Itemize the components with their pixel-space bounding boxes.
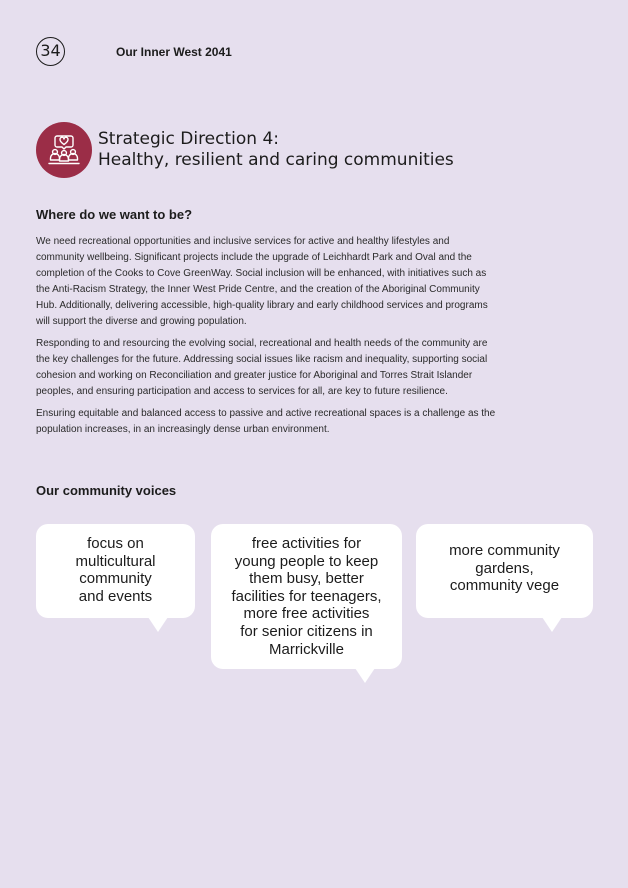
- body-text: [36, 234, 496, 444]
- quote-text: [449, 542, 560, 595]
- strategic-direction-number: Strategic Direction 4:: [98, 129, 279, 149]
- quote-text: [231, 535, 381, 658]
- quote-line: focus on: [87, 535, 144, 552]
- speech-bubble: [211, 524, 402, 669]
- community-people-heart-icon: [36, 122, 92, 178]
- quote-line: them busy, better: [249, 570, 364, 588]
- quote-line: young people to keep: [234, 552, 379, 570]
- speech-bubble: [36, 524, 195, 618]
- document-title: Our Inner West 2041: [116, 45, 232, 59]
- quote-text: [75, 535, 155, 605]
- quote-line: multicultural: [75, 552, 156, 570]
- paragraph: We need recreational opportunities and inclusive services for active and healthy lifestyles and community wellbeing. Significant projects include the upgrade of Leichhardt Park and Oval and the completion of the Cooks to Cove GreenWay. Social inclusion will be enhanced, with initiatives such as the Anti-Racism Strategy, the Inner West Pride Centre, and the creation of the Aboriginal Community Hub. Additionally, delivering accessible, high-quality library and early childhood services and programs will support the diverse and growing population.: [36, 236, 488, 327]
- quote-line: more community: [449, 542, 560, 559]
- community-voices-heading: Our community voices: [36, 483, 177, 498]
- paragraph: Ensuring equitable and balanced access to passive and active recreational spaces is a challenge as the population increases, in an increasingly dense urban environment.: [36, 408, 496, 435]
- quote-line: community vege: [449, 577, 560, 595]
- speech-bubble: [416, 524, 593, 618]
- quote-line: community: [79, 570, 152, 588]
- quote-line: gardens,: [475, 559, 534, 577]
- quote-line: Marrickville: [268, 640, 344, 658]
- paragraph: Responding to and resourcing the evolving social, recreational and health needs of the community are the key challenges for the future. Addressing social issues like racism and inequality, supporting social cohesion and working on Reconciliation and greater justice for Aboriginal and Torres Strait Islander peoples, and ensuring participation and access to services for all, are key to future resilience.: [36, 338, 488, 397]
- quote-line: free activities for: [251, 535, 362, 552]
- quote-line: facilities for teenagers,: [231, 587, 382, 605]
- quote-line: for senior citizens in: [240, 622, 373, 640]
- page-number: 34: [36, 37, 65, 66]
- strategic-direction-name: Healthy, resilient and caring communities: [98, 150, 454, 170]
- quote-line: more free activities: [243, 605, 370, 623]
- quote-line: and events: [78, 587, 153, 605]
- where-heading: Where do we want to be?: [36, 207, 193, 222]
- strategic-direction-title: [98, 129, 454, 171]
